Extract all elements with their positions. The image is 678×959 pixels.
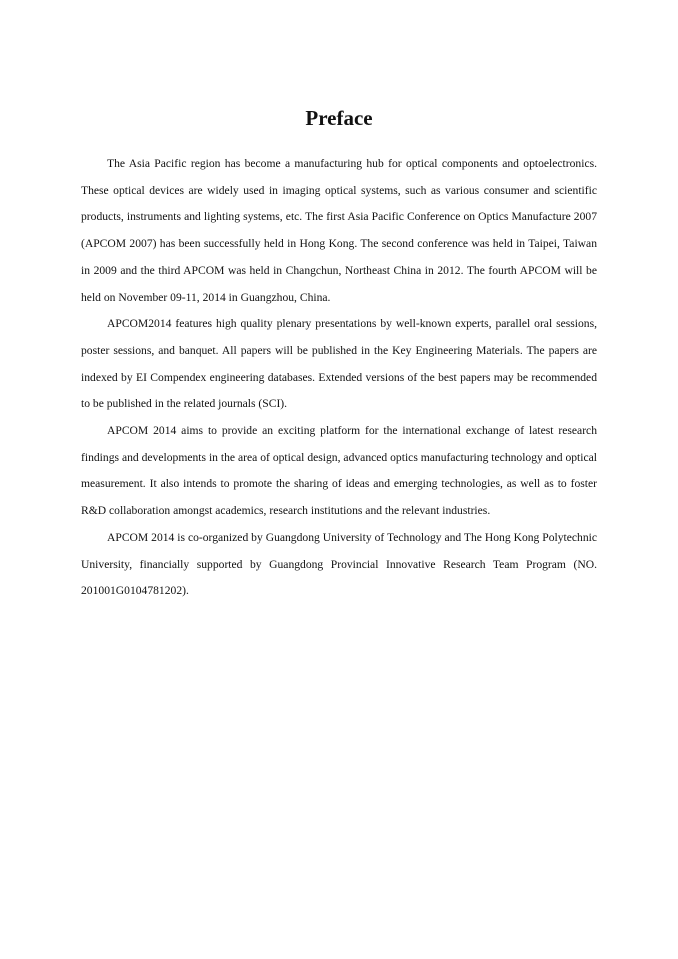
paragraph-intro: The Asia Pacific region has become a manufacturing hub for optical components and optoelectronics. These optical devices are widely used in imaging optical systems, such as various consumer and scientific products, instruments and lighting systems, etc. The first Asia Pacific Conference on Optics Manufacture 2007 (APCOM 2007) has been successfully held in Hong Kong. The second conference was held in Taipei, Taiwan in 2009 and the third APCOM was held in Changchun, Northeast China in 2012. The fourth APCOM will be held on November 09-11, 2014 in Guangzhou, China. <box>81 157 597 304</box>
paragraph-features: APCOM2014 features high quality plenary presentations by well-known experts, parallel oral sessions, poster sessions, and banquet. All papers will be published in the Key Engineering Materials. The papers are indexed by EI Compendex engineering databases. Extended versions of the best papers may be recommended to be published in the related journals (SCI). <box>81 317 597 411</box>
page-title: Preface <box>305 106 373 130</box>
document-body <box>81 151 597 605</box>
paragraph-organizers: APCOM 2014 is co-organized by Guangdong University of Technology and The Hong Kong Polytechnic University, financially supported by Guangdong Provincial Innovative Research Team Program (NO. 201001G0104781202). <box>81 530 597 598</box>
paragraph-aims: APCOM 2014 aims to provide an exciting platform for the international exchange of latest research findings and developments in the area of optical design, advanced optics manufacturing technology and optical measurement. It also intends to promote the sharing of ideas and emerging technologies, as well as to foster R&D collaboration amongst academics, research institutions and the relevant industries. <box>81 424 597 518</box>
